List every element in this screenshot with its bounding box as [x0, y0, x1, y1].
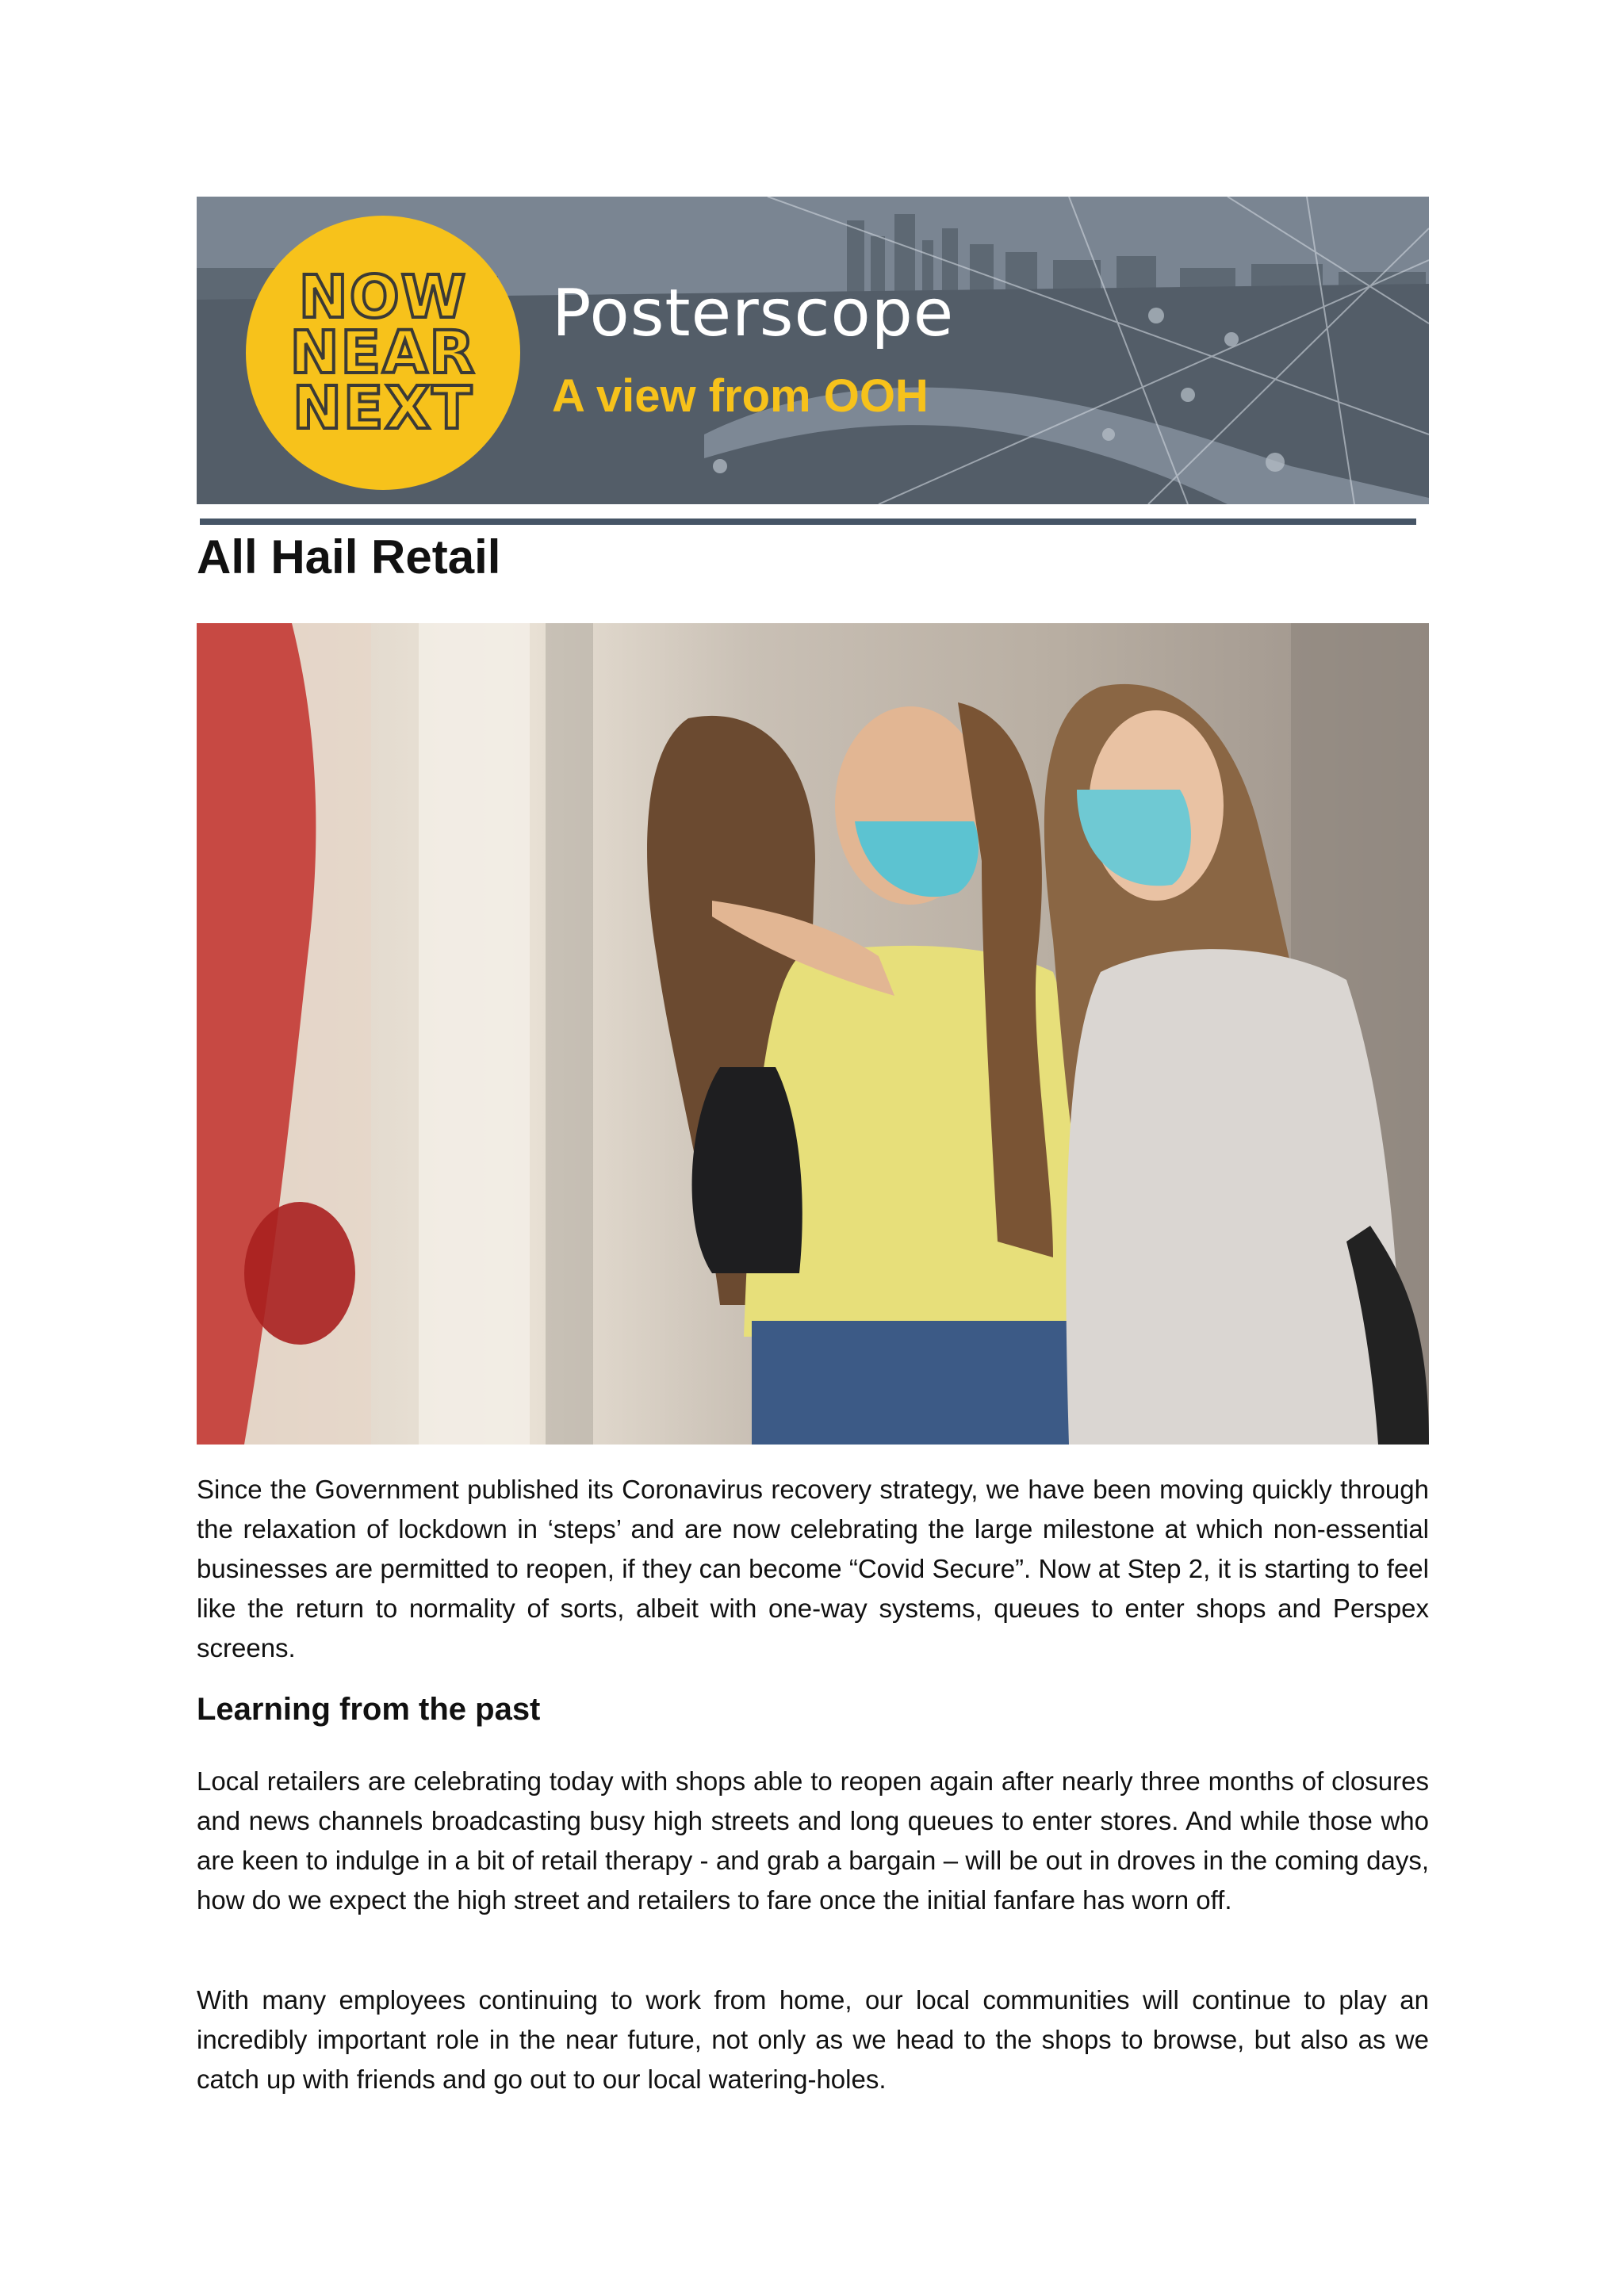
shoppers-illustration [197, 623, 1429, 1445]
paragraph-retailers: Local retailers are celebrating today with shops able to reopen again after nearly three months of closures and news channels broadcasting busy high streets and long queues to enter stores. And while those who are keen to indulge in a bit of retail therapy - and grab a bargain – will be out in droves in the coming days, how do we expect the high street and retailers to fare once the initial fanfare has worn off. [197, 1766, 1429, 1915]
logo-line: NEXT [292, 374, 473, 442]
now-near-next-logo [246, 216, 520, 490]
brand-name: Posterscope [552, 276, 955, 351]
paragraph-intro: Since the Government published its Coronavirus recovery strategy, we have been moving quickly through the relaxation of lockdown in ‘steps’ and are now celebrating the large milestone at which non-essential businesses are permitted to reopen, if they can become “Covid Secure”. Now at Step 2, it is starting to feel like the return to normality of sorts, albeit with one-way systems, queues to enter shops and Perspex screens. [197, 1475, 1429, 1663]
brand-tagline: A view from OOH [552, 370, 929, 422]
section-heading: Learning from the past [197, 1692, 541, 1727]
paragraph-communities: With many employees continuing to work from home, our local communities will continue to play an incredibly important role in the near future, not only as we head to the shops to browse, but also as we catch up with friends and go out to our local watering-holes. [197, 1985, 1429, 2094]
divider-rule [200, 519, 1416, 525]
shoppers-photo [197, 623, 1429, 1445]
article-title: All Hail Retail [197, 530, 501, 584]
header-banner [197, 197, 1429, 504]
logo-line: NEAR [289, 319, 477, 387]
logo-line: NOW [298, 263, 468, 331]
